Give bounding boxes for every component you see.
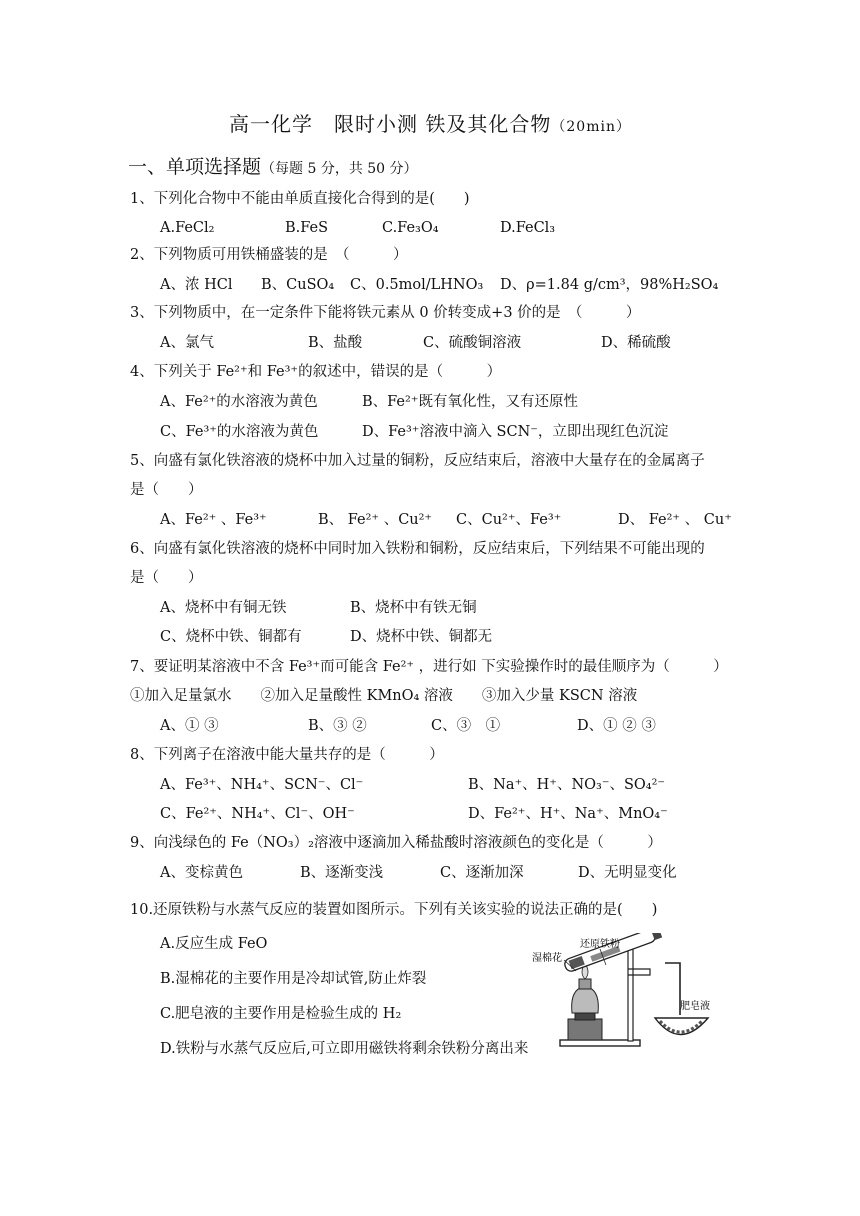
option-c: C、③ ① [431,718,501,734]
stand-rod [628,937,633,1041]
burner-neck [579,979,591,989]
question-stem: 9、向浅绿色的 Fe（NO₃）₂溶液中逐滴加入稀盐酸时溶液颜色的变化是（ ） [130,835,662,851]
option-d: D、Fe³⁺溶液中滴入 SCN⁻，立即出现红色沉淀 [362,424,669,440]
option-c: C、Cu²⁺、Fe³⁺ [456,512,562,528]
question-stem: 4、下列关于 Fe²⁺和 Fe³⁺的叙述中，错误的是（ ） [130,364,502,380]
option-a: A、浓 HCl [160,277,233,293]
option-a: A、Fe²⁺ 、Fe³⁺ [160,512,267,528]
question-stem-cont: 是（ ） [130,570,203,586]
apparatus-diagram [530,933,725,1053]
question-steps: ①加入足量氯水 ②加入足量酸性 KMnO₄ 溶液 ③加入少量 KSCN 溶液 [130,688,638,704]
option-c: C、硫酸铜溶液 [423,335,522,351]
option-b: B、 Fe²⁺ 、Cu²⁺ [318,512,433,528]
question-stem: 1、下列化合物中不能由单质直接化合得到的是( ) [130,191,470,207]
option-d: D、Fe²⁺、H⁺、Na⁺、MnO₄⁻ [468,806,668,822]
title-main: 高一化学 限时小测 铁及其化合物 [229,112,552,136]
option-b: B.湿棉花的主要作用是冷却试管,防止炸裂 [160,971,427,987]
question-stem: 10.还原铁粉与水蒸气反应的装置如图所示。下列有关该实验的说法正确的是( ) [130,902,658,918]
option-b: B.FeS [285,220,329,236]
section-note: （每题 5 分，共 50 分） [261,161,418,177]
option-a: A、Fe³⁺、NH₄⁺、SCN⁻、Cl⁻ [160,777,364,793]
burner-body [572,988,599,1013]
option-a: A、① ③ [160,718,219,734]
option-b: B、③ ② [308,718,367,734]
option-a: A、烧杯中有铜无铁 [160,600,287,616]
section-heading-text: 一、单项选择题 [128,156,262,178]
option-a: A、变棕黄色 [160,865,243,881]
option-d: D.FeCl₃ [500,220,556,236]
option-d: D、ρ=1.84 g/cm³，98%H₂SO₄ [500,277,719,293]
label-soap: 肥皂液 [680,1001,710,1012]
option-d: D、烧杯中铁、铜都无 [350,629,493,645]
label-wet-cotton: 湿棉花 [532,953,562,964]
question-stem: 6、向盛有氯化铁溶液的烧杯中同时加入铁粉和铜粉，反应结束后，下列结果不可能出现的 [130,541,705,557]
burner-block [568,1019,602,1040]
option-b: B、Na⁺、H⁺、NO₃⁻、SO₄²⁻ [468,777,666,793]
option-a: A、氯气 [160,335,214,351]
option-d: D、无明显变化 [578,865,677,881]
burner-top [575,1013,595,1020]
label-iron-powder: 还原铁粉 [580,939,620,950]
option-c: C、Fe²⁺、NH₄⁺、Cl⁻、OH⁻ [160,806,355,822]
question-stem: 3、下列物质中，在一定条件下能将铁元素从 0 价转变成+3 价的是 （ ） [130,305,641,321]
option-b: B、盐酸 [308,335,363,351]
option-b: B、Fe²⁺既有氧化性，又有还原性 [362,394,578,410]
option-d: D.铁粉与水蒸气反应后,可立即用磁铁将剩余铁粉分离出来 [160,1041,529,1057]
option-c: C、0.5mol/LHNO₃ [350,277,484,293]
option-c: C、Fe³⁺的水溶液为黄色 [160,424,319,440]
option-b: B、CuSO₄ [261,277,335,293]
question-stem: 2、下列物质可用铁桶盛装的是 （ ） [130,247,408,263]
option-c: C.Fe₃O₄ [382,220,439,236]
question-stem-cont: 是（ ） [130,482,203,498]
option-d: D、稀硫酸 [601,335,671,351]
option-a: A.FeCl₂ [160,220,215,236]
question-stem: 8、下列离子在溶液中能大量共存的是（ ） [130,747,444,763]
option-c: C.肥皂液的主要作用是检验生成的 H₂ [160,1006,402,1022]
section-heading [128,152,418,179]
option-a: A、Fe²⁺的水溶液为黄色 [160,394,318,410]
option-b: B、逐渐变浅 [300,865,384,881]
option-a: A.反应生成 FeO [160,936,268,952]
option-d: D、① ② ③ [577,718,656,734]
page-title [0,108,860,137]
title-time: （20min） [551,119,631,135]
delivery-tube [665,963,680,1015]
option-b: B、烧杯中有铁无铜 [350,600,477,616]
option-c: C、烧杯中铁、铜都有 [160,629,302,645]
option-c: C、逐渐加深 [440,865,524,881]
question-stem: 7、要证明某溶液中不含 Fe³⁺而可能含 Fe²⁺ ，进行如 下实验操作时的最佳顺序为（ ） [130,659,728,675]
question-stem: 5、向盛有氯化铁溶液的烧杯中加入过量的铜粉，反应结束后，溶液中大量存在的金属离子 [130,453,705,469]
option-d: D、 Fe²⁺ 、 Cu⁺ [618,512,732,528]
soap-dish [655,1018,708,1035]
